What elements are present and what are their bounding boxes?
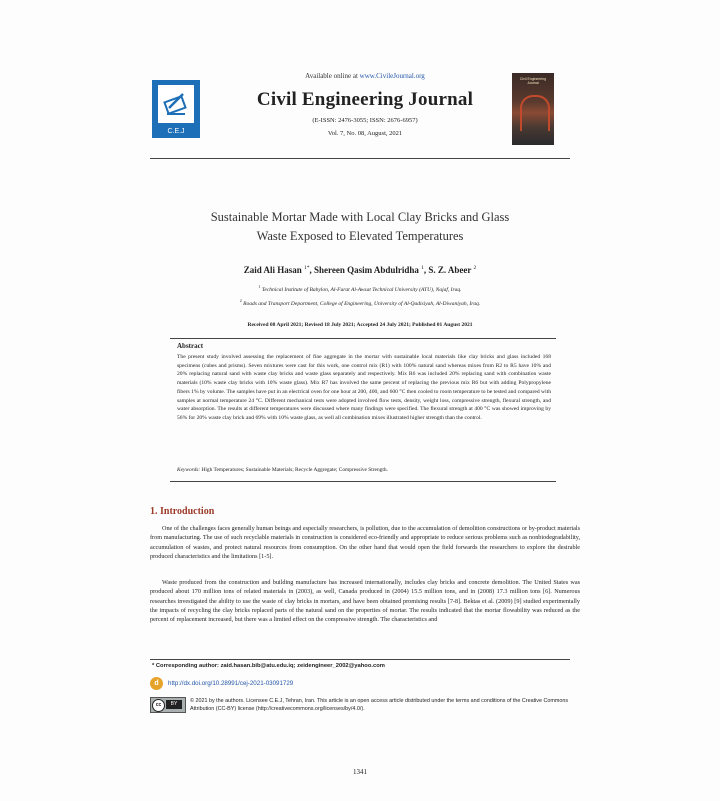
paragraph-2-text: Waste produced from the construction and building manufacture has increased internationally, includes clay bricks and concrete demolition. The United States was produced about 170 million tons of related materials in (2003), as well, Canada produced in (2004) 15.5 million tons, and in (2008) 17.3 million tons [6]. Numerous researches investigated the ability to use the waste of clay bricks in mortars, and have been obtained promising results [7-8]. Bektas et al. (2009) [9] studied experimentally the impacts of recycling the clay bricks replaced parts of the natural sand on the properties of mortar. The results indicated that the mortar flowability was reduced as the percent of replacement increased, but there was a limited effect on the compressive strength. The characteristics and xyxy=(150,579,580,624)
cc-by-badge[interactable] xyxy=(150,697,186,713)
book-pencil-icon xyxy=(161,88,191,120)
logo-emblem xyxy=(158,85,194,123)
journal-title: Civil Engineering Journal xyxy=(256,89,474,110)
title-line-2: Waste Exposed to Elevated Temperatures xyxy=(256,229,464,243)
bridge-icon xyxy=(520,95,550,131)
logo-text: C.E.J xyxy=(167,128,185,135)
paragraph-2 xyxy=(150,578,580,624)
received-dates: Received 08 April 2021; Revised 18 July 2021; Accepted 24 July 2021; Published 01 August 2021 xyxy=(247,322,473,328)
keywords-label: Keywords: xyxy=(177,467,201,473)
by-icon: BY xyxy=(166,700,182,709)
paragraph-1-text: One of the challenges faces generally human beings and especially researchers, is pollution, due to the accumulation of demolition constructions or by-product materials from manufacturing. The use of such recyclable materials in construction is considered eco-friendly and appropriate to reduce serious problems such as nonbiodegradability, accumulation of wastes, and protect natural resources from consumption. On the other hand that would open the field forwards the researchers to explore the desirable produced characteristics and the limitations [1-5]. xyxy=(150,525,580,560)
cc-icon: cc xyxy=(152,699,165,712)
keywords-list: High Temperatures; Sustainable Materials; Recycle Aggregate; Compressive Strength. xyxy=(200,467,388,473)
author-name: S. Z. Abeer xyxy=(428,265,474,275)
affiliation-text: Roads and Transport Department, College of Engineering, University of Al-Qadisiyah, Al-Diwaniyah, Iraq. xyxy=(241,300,481,307)
author-sep: , xyxy=(309,265,315,275)
title-line-1: Sustainable Mortar Made with Local Clay Bricks and Glass xyxy=(210,210,510,224)
abstract-bottom-rule xyxy=(170,481,556,482)
abstract-text: The present study involved assessing the replacement of fine aggregate in the mortar with sustainable local materials like clay bricks and glass included 168 specimens (cubes and prisms). Seven mixtures were cast for this work, one control mix (R1) with 100% natural sand whereas mixes from R2 to R5 have 10% and 20% replacing natural sand with waste clay bricks and waste glass separately and respectively. Mix R6 was included 20% replacing sand with combination waste materials (10% waste clay bricks with 10% waste glass). Mix R7 has involved the same percent of replacing the previous mix R6 but with adding Polypropylene fibers 1% by volume. The samples have put in an electrical oven for one hour at 200, 400, and 600 °C then cooled to room temperature to be tested and compared with samples at normal temperature 24 °C. Different mechanical tests were adopted involved flow tests, density, weight loss, compressive strength, flexural strength, and water absorption. The results at different temperatures were discussed where many findings were specified. The flexural strength at 400 °C was showed improving by 56% for 20% waste clay brick and 69% with 10% waste glass, as well all combination mixes illustrated higher strength than the control. xyxy=(177,354,551,421)
journal-logo xyxy=(152,80,200,138)
author-name: Zaid Ali Hasan xyxy=(243,265,305,275)
header-divider xyxy=(150,158,570,159)
corresponding-author: * Corresponding author: zaid.hasan.bib@atu.edu.iq; zeidengineer_2002@yahoo.com xyxy=(152,663,385,669)
affiliation-sup: 2 xyxy=(239,298,242,303)
issn: (E-ISSN: 2476-3055; ISSN: 2676-6957) xyxy=(312,117,418,124)
article-title xyxy=(150,208,570,246)
footnote-divider xyxy=(150,659,570,660)
author-list xyxy=(150,265,570,275)
author-sup: 1 xyxy=(421,265,424,271)
affiliation-sup: 1 xyxy=(258,284,261,289)
available-prefix: Available online at xyxy=(305,72,360,80)
keywords xyxy=(177,467,551,473)
abstract-top-rule xyxy=(170,338,556,339)
affiliation-2 xyxy=(150,298,570,307)
journal-header xyxy=(230,72,500,137)
section-heading-introduction: 1. Introduction xyxy=(150,506,215,517)
journal-website-link[interactable]: www.CivileJournal.org xyxy=(359,72,425,80)
affiliation-1 xyxy=(150,284,570,293)
abstract-heading: Abstract xyxy=(177,342,204,350)
doi-link[interactable]: http://dx.doi.org/10.28991/cej-2021-03091729 xyxy=(168,680,294,687)
paragraph-1 xyxy=(150,524,580,561)
journal-cover xyxy=(512,73,554,145)
cover-title: Civil Engineering Journal xyxy=(519,77,547,85)
affiliation-text: Technical Institute of Babylon, Al-Furat Al-Awsat Technical University (ATU), Najaf, Iraq. xyxy=(260,286,462,293)
doi-icon: d xyxy=(150,677,163,690)
page-number: 1341 xyxy=(353,768,367,776)
available-online xyxy=(230,72,500,80)
author-sep: , xyxy=(423,265,429,275)
license-text: © 2021 by the authors. Licensee C.E.J, Tehran, Iran. This article is an open access article distributed under the terms and conditions of the Creative Commons Attribution (CC-BY) license (http://creativecommons.org/licenses/by/4.0/). xyxy=(190,698,569,712)
volume-info: Vol. 7, No. 08, August, 2021 xyxy=(327,130,403,137)
author-sup: 2 xyxy=(473,265,477,271)
author-sup: 1* xyxy=(304,265,310,271)
author-name: Shereen Qasim Abdulridha xyxy=(314,265,422,275)
